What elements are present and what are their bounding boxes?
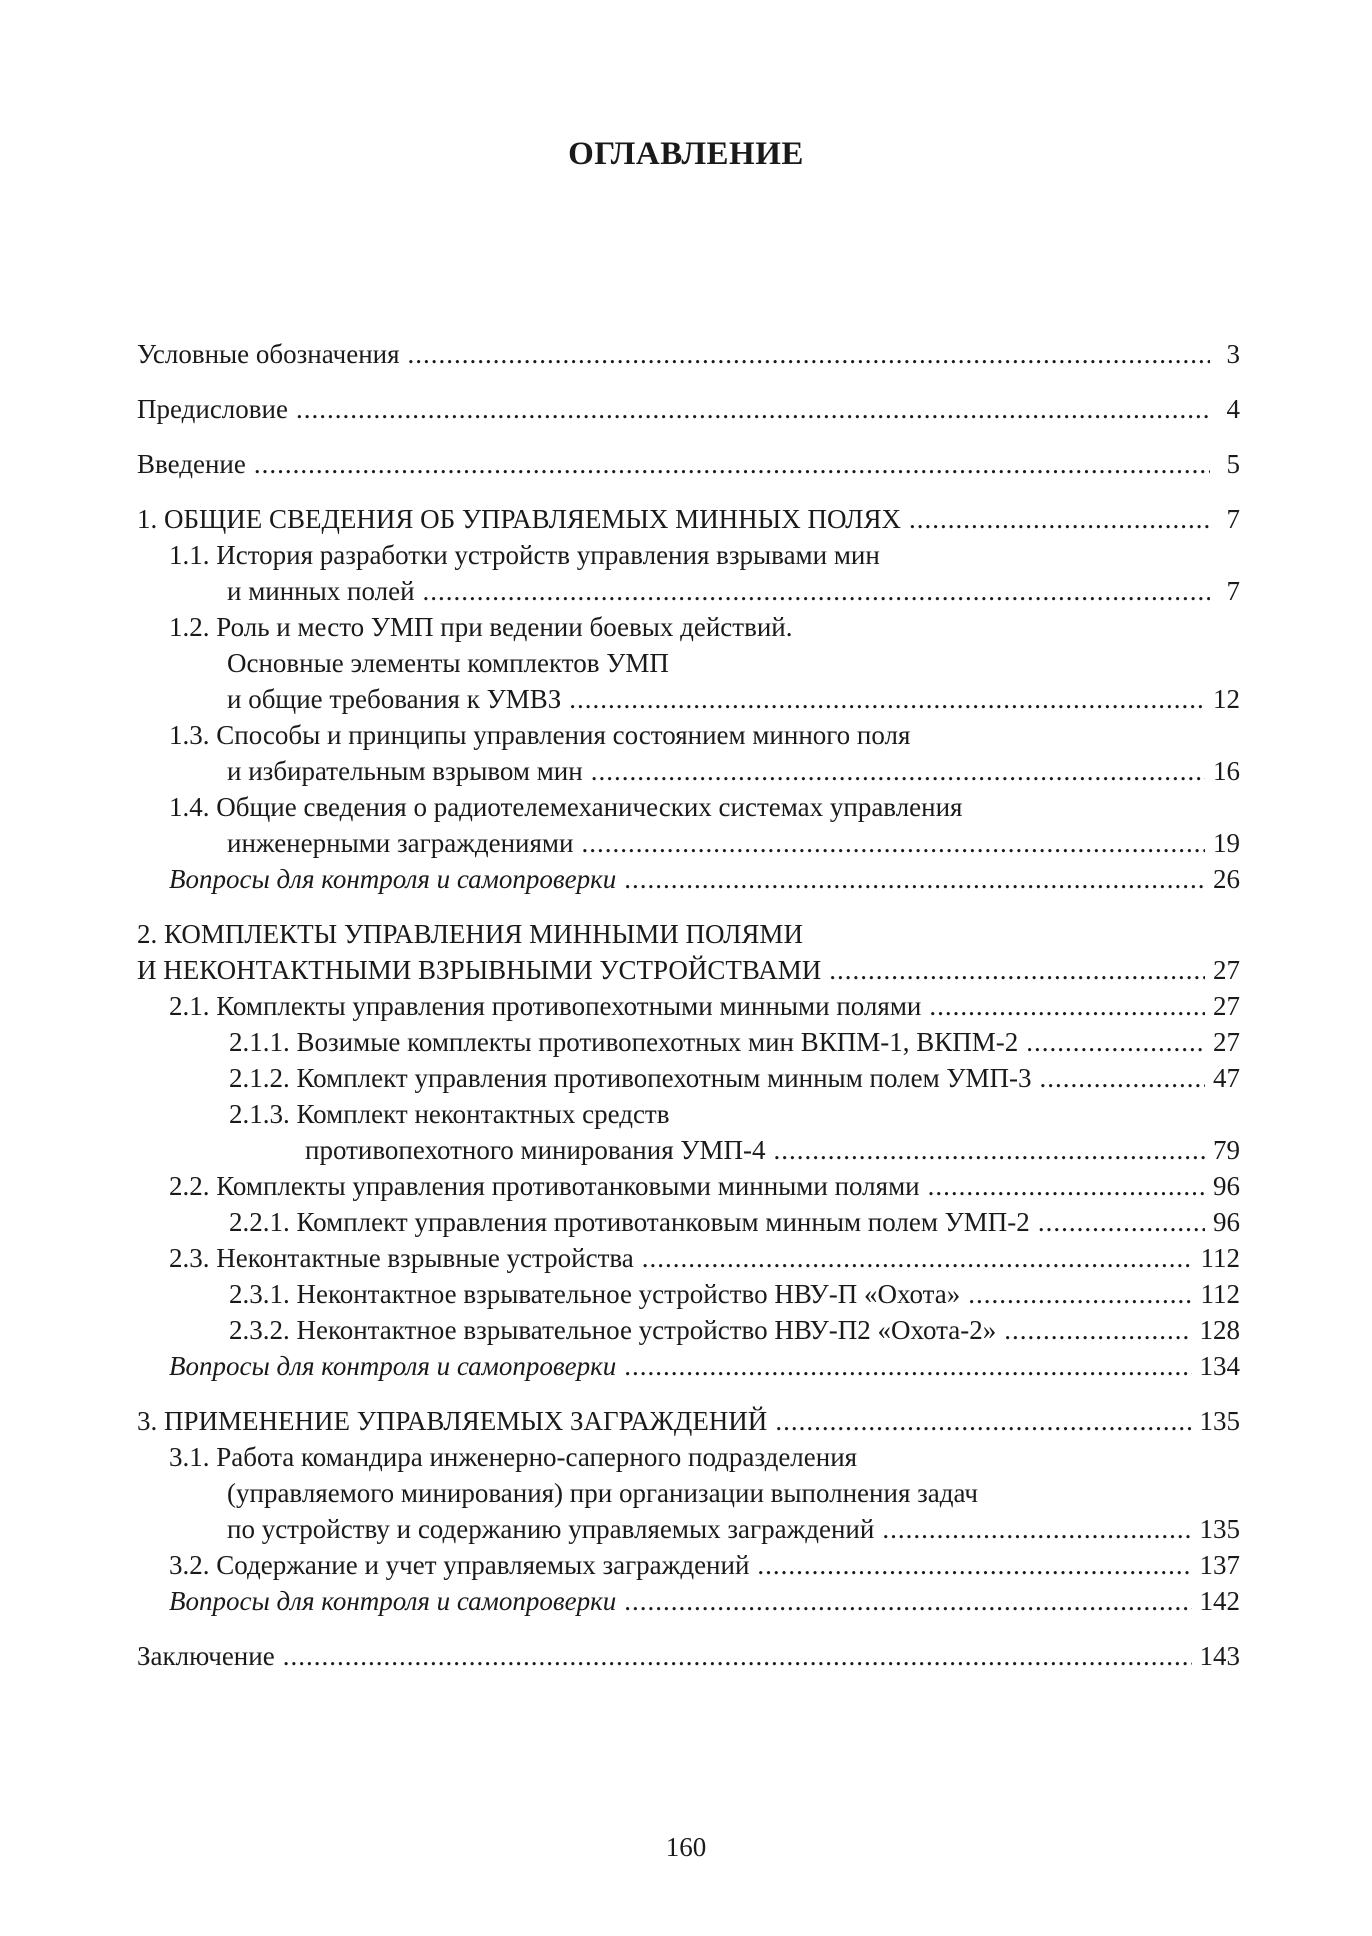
dot-leader xyxy=(569,681,1205,717)
toc-page-number: 3 xyxy=(1226,339,1240,369)
toc-entry-text: 1. ОБЩИЕ СВЕДЕНИЯ ОБ УПРАВЛЯЕМЫХ МИННЫХ ПОЛЯХ xyxy=(137,504,901,534)
toc-entry-text: Введение xyxy=(137,449,246,479)
dot-leader xyxy=(909,501,1210,537)
dot-leader xyxy=(1026,1024,1205,1060)
toc-page-number: 4 xyxy=(1226,394,1240,424)
toc-page-number: 27 xyxy=(1213,955,1240,985)
dot-leader xyxy=(757,1547,1191,1583)
toc-entry[interactable] xyxy=(137,1204,1240,1240)
toc-page-number: 134 xyxy=(1199,1351,1240,1381)
toc-entry[interactable] xyxy=(137,1024,1240,1060)
toc-entry-text: Предисловие xyxy=(137,394,288,424)
dot-leader xyxy=(296,391,1210,427)
toc-page-number: 16 xyxy=(1213,756,1240,786)
toc-entry[interactable] xyxy=(137,1276,1240,1312)
toc-entry-text: 2. КОМПЛЕКТЫ УПРАВЛЕНИЯ МИННЫМИ ПОЛЯМИ xyxy=(137,919,803,949)
dot-leader xyxy=(1038,1204,1205,1240)
toc-entry-text: Вопросы для контроля и самопроверки xyxy=(169,864,617,894)
toc-entry-text: 1.2. Роль и место УМП при ведении боевых действий. xyxy=(169,612,793,642)
toc-entry-text: 2.3.2. Неконтактное взрывательное устройство НВУ-П2 «Охота-2» xyxy=(229,1315,997,1345)
dot-leader xyxy=(254,446,1210,482)
toc-page-number: 79 xyxy=(1213,1135,1240,1165)
toc-entry-text: И НЕКОНТАКТНЫМИ ВЗРЫВНЫМИ УСТРОЙСТВАМИ xyxy=(137,955,822,985)
dot-leader xyxy=(591,753,1205,789)
toc-entry-text: и избирательным взрывом мин xyxy=(227,756,583,786)
dot-leader xyxy=(968,1276,1192,1312)
toc-entry-text: 2.3. Неконтактные взрывные устройства xyxy=(169,1243,634,1273)
toc-entry-text: 2.2. Комплекты управления противотанковыми минными полями xyxy=(169,1171,920,1201)
dot-leader xyxy=(882,1511,1191,1547)
toc-entry[interactable] xyxy=(137,988,1240,1024)
toc-page-number: 5 xyxy=(1226,449,1240,479)
toc-entry-text: Вопросы для контроля и самопроверки xyxy=(169,1586,617,1616)
toc-entry-text: 1.3. Способы и принципы управления состоянием минного поля xyxy=(169,720,911,750)
toc-entry-text: 1.1. История разработки устройств управления взрывами мин xyxy=(169,540,880,570)
toc-entry-text: 2.3.1. Неконтактное взрывательное устройство НВУ-П «Охота» xyxy=(229,1279,961,1309)
page-title: ОГЛАВЛЕНИЕ xyxy=(568,136,804,172)
toc-entry[interactable] xyxy=(137,537,1240,609)
toc-page-number: 27 xyxy=(1213,991,1240,1021)
page-number: 160 xyxy=(665,1832,707,1862)
dot-leader xyxy=(929,988,1205,1024)
toc-page-number: 143 xyxy=(1199,1641,1240,1671)
toc-entry[interactable] xyxy=(137,391,1240,427)
toc-page-number: 96 xyxy=(1213,1171,1240,1201)
toc-entry[interactable] xyxy=(137,1348,1240,1384)
toc-entry-text: 2.1. Комплекты управления противопехотными минными полями xyxy=(169,991,922,1021)
table-of-contents xyxy=(137,336,1240,1674)
toc-entry-text: Заключение xyxy=(137,1641,275,1671)
toc-page-number: 135 xyxy=(1199,1514,1240,1544)
toc-page-number: 19 xyxy=(1213,828,1240,858)
toc-page-number: 7 xyxy=(1226,576,1240,606)
toc-entry-text: по устройству и содержанию управляемых заграждений xyxy=(227,1514,875,1544)
toc-entry[interactable] xyxy=(137,1312,1240,1348)
toc-entry[interactable] xyxy=(137,1096,1240,1168)
toc-page-number: 96 xyxy=(1213,1207,1240,1237)
toc-entry-text: (управляемого минирования) при организации выполнения задач xyxy=(227,1478,978,1508)
toc-entry[interactable] xyxy=(137,1439,1240,1547)
toc-entry[interactable] xyxy=(137,1638,1240,1674)
toc-entry-text: 2.1.1. Возимые комплекты противопехотных мин ВКПМ-1, ВКПМ-2 xyxy=(229,1027,1019,1057)
toc-page-number: 26 xyxy=(1213,864,1240,894)
toc-entry[interactable] xyxy=(137,1168,1240,1204)
dot-leader xyxy=(624,1583,1191,1619)
toc-entry[interactable] xyxy=(137,1240,1240,1276)
toc-entry-text: 3. ПРИМЕНЕНИЕ УПРАВЛЯЕМЫХ ЗАГРАЖДЕНИЙ xyxy=(137,1406,768,1436)
toc-entry-text: 3.2. Содержание и учет управляемых заграждений xyxy=(169,1550,750,1580)
dot-leader xyxy=(928,1168,1205,1204)
dot-leader xyxy=(642,1240,1193,1276)
toc-page-number: 47 xyxy=(1213,1063,1240,1093)
dot-leader xyxy=(774,1132,1206,1168)
toc-page-number: 112 xyxy=(1200,1243,1240,1273)
toc-page-number: 27 xyxy=(1213,1027,1240,1057)
toc-entry-text: Вопросы для контроля и самопроверки xyxy=(169,1351,617,1381)
toc-page-number: 12 xyxy=(1213,684,1240,714)
toc-entry[interactable] xyxy=(137,861,1240,897)
toc-entry[interactable] xyxy=(137,1403,1240,1439)
toc-entry-text: инженерными заграждениями xyxy=(227,828,574,858)
toc-page-number: 128 xyxy=(1199,1315,1240,1345)
dot-leader xyxy=(408,336,1210,372)
toc-entry-text: Условные обозначения xyxy=(137,339,400,369)
toc-entry[interactable] xyxy=(137,717,1240,789)
toc-page-number: 7 xyxy=(1226,504,1240,534)
toc-entry[interactable] xyxy=(137,916,1240,988)
toc-entry-text: противопехотного минирования УМП-4 xyxy=(305,1135,766,1165)
toc-entry[interactable] xyxy=(137,1547,1240,1583)
dot-leader xyxy=(1004,1312,1191,1348)
toc-entry[interactable] xyxy=(137,501,1240,537)
toc-entry[interactable] xyxy=(137,609,1240,717)
toc-entry-text: 3.1. Работа командира инженерно-саперного подразделения xyxy=(169,1442,858,1472)
toc-entry-text: 1.4. Общие сведения о радиотелемеханических системах управления xyxy=(169,792,963,822)
dot-leader xyxy=(1040,1060,1205,1096)
dot-leader xyxy=(581,825,1205,861)
dot-leader xyxy=(775,1403,1191,1439)
toc-page-number: 137 xyxy=(1199,1550,1240,1580)
toc-entry[interactable] xyxy=(137,336,1240,372)
toc-page-number: 142 xyxy=(1199,1586,1240,1616)
toc-entry-text: 2.2.1. Комплект управления противотанковым минным полем УМП-2 xyxy=(229,1207,1030,1237)
toc-entry-text: 2.1.3. Комплект неконтактных средств xyxy=(229,1099,670,1129)
toc-entry[interactable] xyxy=(137,446,1240,482)
toc-entry-text: Основные элементы комплектов УМП xyxy=(227,648,669,678)
dot-leader xyxy=(423,573,1210,609)
toc-entry-text: и общие требования к УМВЗ xyxy=(227,684,562,714)
toc-entry-text: 2.1.2. Комплект управления противопехотным минным полем УМП-3 xyxy=(229,1063,1032,1093)
toc-entry[interactable] xyxy=(137,1583,1240,1619)
toc-entry[interactable] xyxy=(137,789,1240,861)
toc-page-number: 112 xyxy=(1200,1279,1240,1309)
dot-leader xyxy=(829,952,1205,988)
toc-entry-text: и минных полей xyxy=(227,576,415,606)
toc-entry[interactable] xyxy=(137,1060,1240,1096)
dot-leader xyxy=(624,1348,1191,1384)
dot-leader xyxy=(283,1638,1192,1674)
dot-leader xyxy=(624,861,1205,897)
toc-page-number: 135 xyxy=(1199,1406,1240,1436)
